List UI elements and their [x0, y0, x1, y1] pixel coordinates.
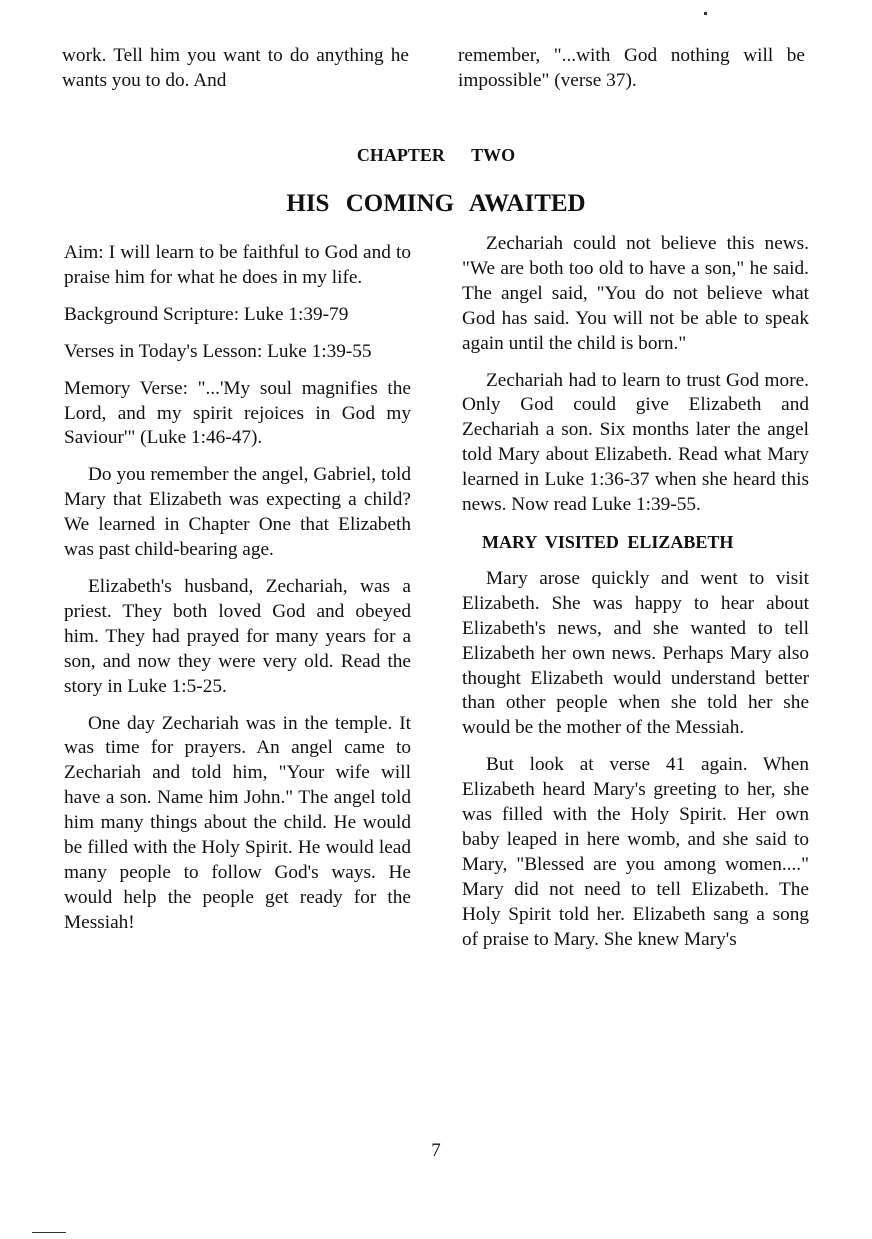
- scan-mark: [32, 1232, 66, 1233]
- section-heading: MARY VISITED ELIZABETH: [482, 531, 734, 552]
- memory-verse: Memory Verse: "...'My soul magnifies the Lord, and my spirit rejoices in God my Saviour'" (Luke 1:46-47).: [64, 377, 411, 449]
- continued-text-right: [458, 44, 805, 106]
- verses: Verses in Today's Lesson: Luke 1:39-55: [64, 340, 372, 362]
- right-column: [462, 232, 809, 964]
- background-scripture: Background Scripture: Luke 1:39-79: [64, 303, 349, 325]
- aim: Aim: I will learn to be faithful to God and to praise him for what he does in my life.: [64, 242, 411, 288]
- chapter-label: CHAPTER TWO: [356, 145, 516, 165]
- page-number: 7: [431, 1140, 441, 1161]
- paragraph: Mary arose quickly and went to visit Elizabeth. She was happy to hear about Elizabeth's news, and she wanted to tell Elizabeth her own news. Perhaps Mary also thought Elizabeth would understand better than other people when she told her she would be the mother of the Messiah.: [462, 567, 809, 739]
- paragraph: Zechariah had to learn to trust God more. Only God could give Elizabeth and Zechariah a son. Six months later the angel told Mary about Elizabeth. Read what Mary learned in Luke 1:36-37 when she heard this news. Now read Luke 1:39-55.: [462, 369, 809, 516]
- scan-speck: [704, 12, 707, 15]
- paragraph: Zechariah could not believe this news. "We are both too old to have a son," he said. The angel said, "You do not believe what God has said. You will not be able to speak again until the child is born.": [462, 233, 809, 354]
- continued-text-left: [62, 44, 409, 106]
- paragraph: But look at verse 41 again. When Elizabeth heard Mary's greeting to her, she was filled with the Holy Spirit. Her own baby leaped in here womb, and she said to Mary, "Blessed are you among women...." Mary did not need to tell Elizabeth. The Holy Spirit told her. Elizabeth sang a song of praise to Mary. She knew Mary's: [462, 754, 809, 950]
- left-column: [64, 241, 411, 948]
- paragraph: Elizabeth's husband, Zechariah, was a priest. They both loved God and obeyed him. They had prayed for many years for a son, and now they were very old. Read the story in Luke 1:5-25.: [64, 575, 411, 697]
- paragraph: work. Tell him you want to do anything he wants you to do. And: [62, 45, 409, 91]
- paragraph: Do you remember the angel, Gabriel, told Mary that Elizabeth was expecting a child? We learned in Chapter One that Elizabeth was past child-bearing age.: [64, 464, 411, 561]
- paragraph: remember, "...with God nothing will be impossible" (verse 37).: [458, 45, 805, 91]
- paragraph: One day Zechariah was in the temple. It was time for prayers. An angel came to Zechariah and told him, "Your wife will have a son. Name him John." The angel told him many things about the child. He would be filled with the Holy Spirit. He would lead many people to follow God's ways. He would help the people get ready for the Messiah!: [64, 712, 411, 933]
- chapter-title: HIS COMING AWAITED: [286, 190, 586, 217]
